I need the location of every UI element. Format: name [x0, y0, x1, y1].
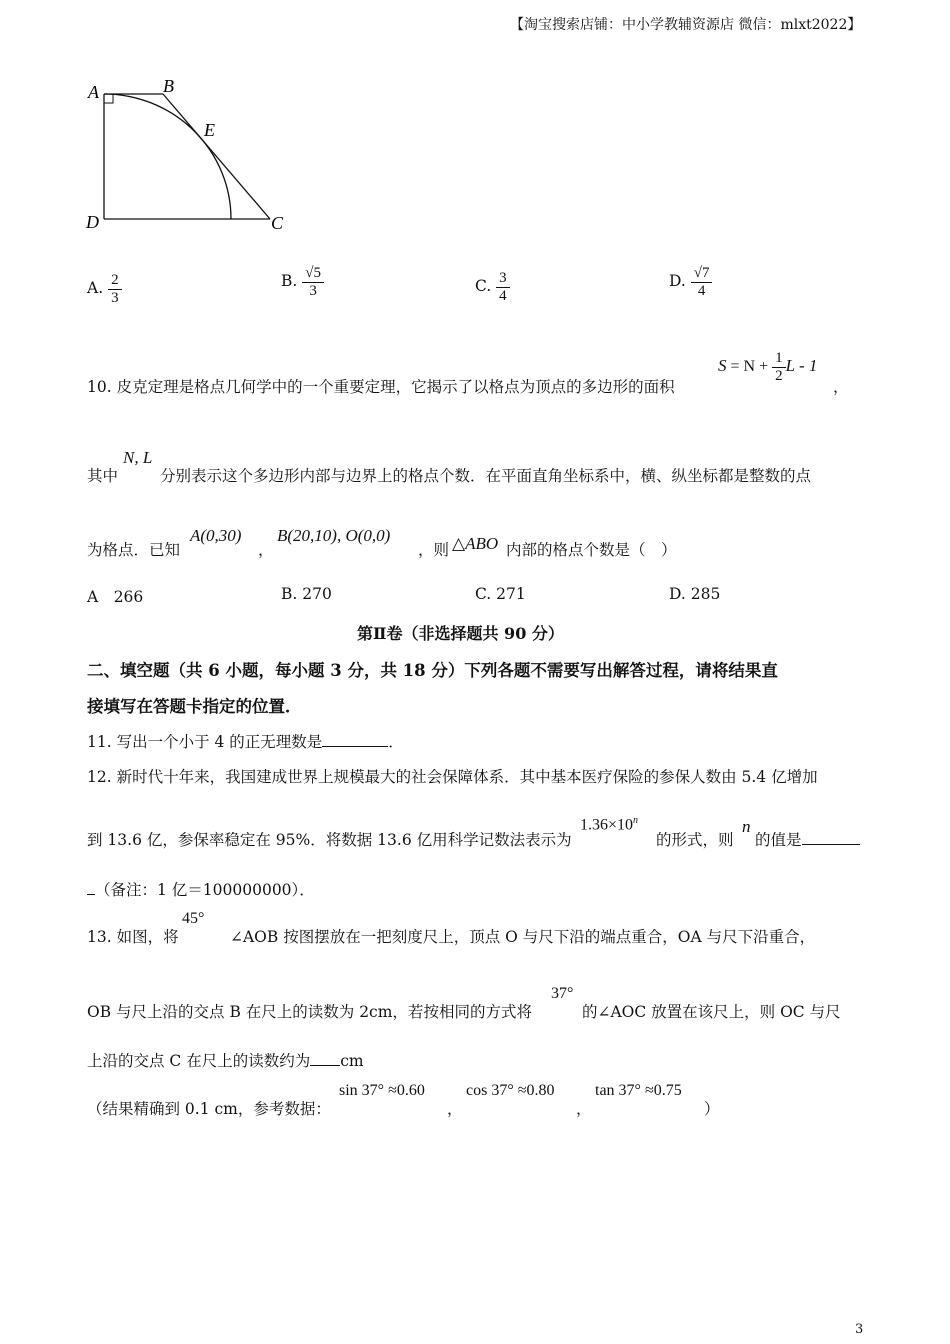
- arc-ae: [104, 94, 231, 219]
- label-c: C: [271, 213, 284, 233]
- label-a: A: [88, 82, 99, 102]
- q10-line1: 10. 皮克定理是格点几何学中的一个重要定理，它揭示了以格点为顶点的多边形的面积: [87, 378, 675, 396]
- q13-line1-pre: 13. 如图，将: [87, 928, 179, 946]
- label-d: D: [86, 212, 99, 232]
- label-e: E: [204, 120, 215, 140]
- option-d[interactable]: D. $\frac{√7}{4}$: [669, 265, 712, 299]
- part-heading-line2: 接填写在答题卡指定的位置．: [87, 697, 302, 716]
- tan-ref: tan 37° ≈0.75: [595, 1082, 682, 1099]
- answer-blank[interactable]: [802, 830, 860, 845]
- label-b: B: [163, 76, 174, 96]
- segment-bc: [163, 94, 270, 219]
- pick-formula: S = N + $\frac{1}{2}$ L - 1: [718, 350, 818, 384]
- fraction: $\frac{√5}{3}$: [302, 265, 324, 299]
- answer-blank[interactable]: [310, 1051, 340, 1066]
- q10-line3-post: 内部的格点个数是（ ）: [506, 541, 677, 559]
- points-bo: B(20,10), O(0,0): [277, 526, 391, 545]
- q10-option-b[interactable]: B. 270: [281, 585, 332, 603]
- answer-blank-cont: [87, 880, 95, 895]
- q12-line1: 12. 新时代十年来，我国建成世界上规模最大的社会保障体系．其中基本医疗保险的参保人数由 5.4 亿增加: [87, 768, 818, 786]
- q10-line2: 分别表示这个多边形内部与边界上的格点个数．在平面直角坐标系中，横、纵坐标都是整数的点: [160, 467, 812, 485]
- var-nl: N, L: [123, 448, 153, 467]
- fraction: $\frac{√7}{4}$: [691, 265, 713, 299]
- right-angle-mark: [104, 94, 113, 103]
- point-a: A(0,30): [190, 526, 242, 545]
- q10-line3-pre: 为格点．已知: [87, 541, 181, 559]
- q10-option-d[interactable]: D. 285: [669, 585, 721, 603]
- q10-option-a[interactable]: A 266: [87, 588, 144, 606]
- q13-line1: ∠AOB 按图摆放在一把刻度尺上，顶点 O 与尺下沿的端点重合，OA 与尺下沿重合，: [230, 928, 816, 946]
- q13-line3: 上沿的交点 C 在尺上的读数约为 cm: [87, 1052, 364, 1070]
- part-heading-line1: 二、填空题（共 6 小题，每小题 3 分，共 18 分）下列各题不需要写出解答过程，请将结果直: [87, 661, 778, 680]
- q12-line3: （备注：1 亿＝100000000）．: [87, 878, 315, 900]
- triangle-abo: △ABO: [452, 534, 499, 553]
- option-a[interactable]: A. $\frac{2}{3}$: [87, 272, 122, 306]
- angle-37: 37°: [551, 985, 574, 1002]
- cos-ref: cos 37° ≈0.80: [466, 1082, 555, 1099]
- sin-ref: sin 37° ≈0.60: [339, 1082, 425, 1099]
- answer-blank[interactable]: [322, 732, 388, 747]
- angle-45: 45°: [182, 910, 205, 927]
- page-header: 【淘宝搜索店铺：中小学教辅资源店 微信：mlxt2022】: [510, 17, 862, 33]
- q13-line2-pre: OB 与尺上沿的交点 B 在尺上的读数为 2cm，若按相同的方式将: [87, 1003, 532, 1021]
- sci-notation: $1.36\times 10^n$: [580, 815, 639, 834]
- fraction: $\frac{3}{4}$: [496, 270, 510, 304]
- q10-line2-pre: 其中: [87, 467, 119, 485]
- q13-line4-pre: （结果精确到 0.1 cm，参考数据：: [87, 1100, 331, 1118]
- section-title: 第Ⅱ卷（非选择题共 90 分）: [357, 624, 564, 643]
- fraction: $\frac{2}{3}$: [108, 272, 122, 306]
- option-c[interactable]: C. $\frac{3}{4}$: [475, 270, 510, 304]
- page-number: 3: [855, 1322, 864, 1337]
- q10-option-c[interactable]: C. 271: [475, 585, 526, 603]
- var-n: n: [742, 817, 751, 836]
- option-b[interactable]: B. $\frac{√5}{3}$: [281, 265, 324, 299]
- q11: 11. 写出一个小于 4 的正无理数是 ．: [87, 733, 404, 751]
- geometry-figure: [80, 72, 300, 242]
- q12-line2-pre: 到 13.6 亿，参保率稳定在 95%．将数据 13.6 亿用科学记数法表示为: [87, 831, 572, 849]
- q13-line2: 的∠AOC 放置在该尺上，则 OC 与尺: [582, 1003, 841, 1021]
